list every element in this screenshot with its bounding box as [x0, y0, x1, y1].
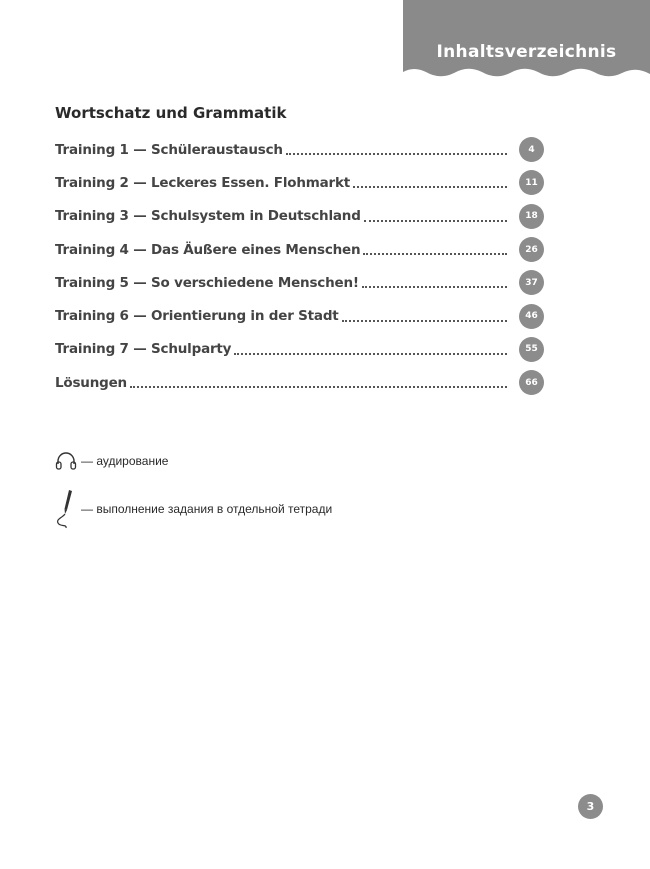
dot-leader — [286, 152, 507, 155]
toc-entry-label: Lösungen — [55, 374, 127, 391]
toc-entry-label: Training 5 — So verschiedene Menschen! — [55, 274, 359, 291]
page-badge: 66 — [519, 370, 544, 395]
page-badge: 37 — [519, 270, 544, 295]
page-badge: 4 — [519, 137, 544, 162]
legend-audio-text: — аудирование — [81, 454, 169, 468]
section-heading: Wortschatz und Grammatik — [55, 104, 287, 122]
pen-icon — [55, 488, 77, 530]
page-badge: 26 — [519, 237, 544, 262]
dot-leader — [353, 185, 507, 188]
dot-leader — [363, 252, 507, 255]
toc-entry-label: Training 6 — Orientierung in der Stadt — [55, 308, 339, 325]
toc-entry-label: Training 1 — Schüleraustausch — [55, 141, 283, 158]
page-badge: 46 — [519, 304, 544, 329]
dot-leader — [362, 285, 507, 288]
toc-entry-training-7[interactable] — [55, 333, 547, 366]
toc-entry-loesungen[interactable] — [55, 366, 547, 399]
toc-entry-label: Training 7 — Schulparty — [55, 341, 232, 358]
toc-entry-training-6[interactable] — [55, 299, 547, 332]
dot-leader — [364, 219, 507, 222]
page-title: Inhaltsverzeichnis — [436, 42, 617, 62]
toc-entry-training-3[interactable] — [55, 200, 547, 233]
toc-entry-label: Training 2 — Leckeres Essen. Flohmarkt — [55, 174, 350, 191]
dot-leader — [130, 385, 507, 388]
toc-entry-training-1[interactable] — [55, 133, 547, 166]
legend-notebook — [55, 488, 332, 530]
toc-entry-label: Training 4 — Das Äußere eines Menschen — [55, 241, 361, 258]
table-of-contents — [55, 133, 547, 399]
toc-entry-training-2[interactable] — [55, 166, 547, 199]
page-badge: 18 — [519, 204, 544, 229]
header-tab-background — [403, 0, 650, 80]
page-badge: 11 — [519, 170, 544, 195]
dot-leader — [342, 319, 507, 322]
toc-entry-label: Training 3 — Schulsystem in Deutschland — [55, 208, 361, 225]
page-number: 3 — [578, 794, 603, 819]
legend-audio — [55, 452, 168, 470]
toc-entry-training-5[interactable] — [55, 266, 547, 299]
headphones-icon — [55, 452, 77, 470]
page-badge: 55 — [519, 337, 544, 362]
toc-entry-training-4[interactable] — [55, 233, 547, 266]
dot-leader — [234, 352, 507, 355]
header-tab — [403, 0, 650, 80]
legend-notebook-text: — выполнение задания в отдельной тетради — [81, 502, 333, 516]
